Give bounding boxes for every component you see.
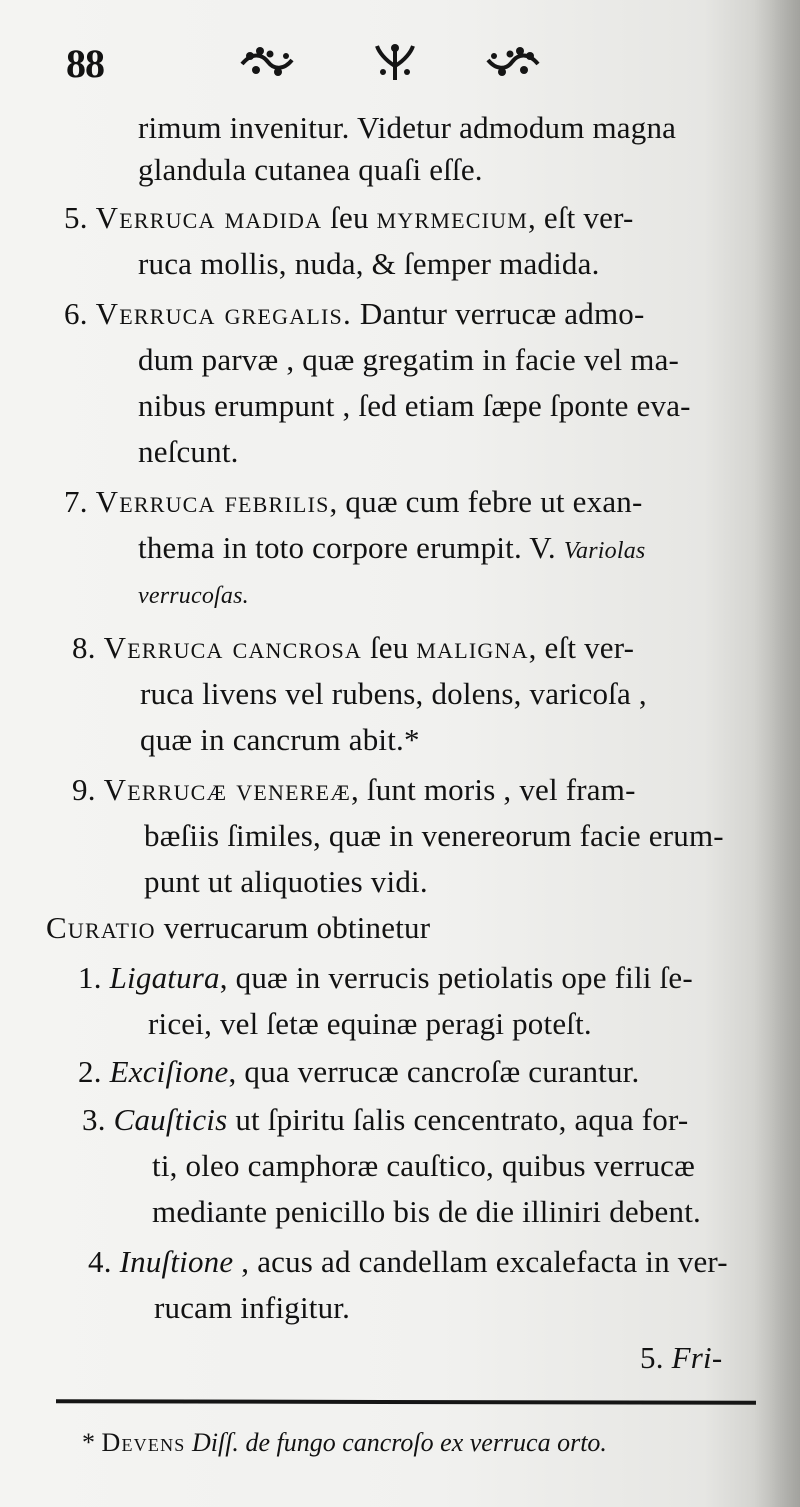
author-smallcaps: Devens <box>101 1428 186 1457</box>
text-span: ricei, vel ſetæ equinæ peragi poteſt. <box>148 1006 592 1041</box>
list-item-5 <box>64 200 634 236</box>
text-line <box>138 578 249 614</box>
item-number: 1. <box>78 960 102 995</box>
text-span: verrucarum obtinetur <box>155 910 431 945</box>
item-number: 6. <box>64 296 88 331</box>
italic-reference: Variolas <box>563 538 646 564</box>
text-span: glandula cutanea quaſi eſſe. <box>138 152 483 187</box>
cure-item-1 <box>78 960 693 996</box>
italic-term: Exciſione <box>109 1054 229 1089</box>
text-span: , eſt ver- <box>528 630 635 665</box>
italic-reference: Diſſ. <box>185 1428 239 1457</box>
text-line <box>138 152 483 188</box>
term-smallcaps: myrmecium <box>376 200 528 235</box>
text-span: , quæ cum febre ut exan- <box>329 484 643 519</box>
footnote-marker: * <box>82 1428 95 1457</box>
text-span: rucam infigitur. <box>154 1290 351 1325</box>
fleuron-center-icon <box>371 42 419 82</box>
footnote <box>82 1428 607 1458</box>
italic-reference: de fungo cancroſo ex verruca orto. <box>238 1428 607 1457</box>
text-span: ruca mollis, nuda, & ſemper madida. <box>138 246 600 281</box>
italic-term: Ligatura <box>109 960 220 995</box>
item-number: 2. <box>78 1054 102 1089</box>
text-line <box>138 388 691 424</box>
text-span: , quæ in verrucis petiolatis ope fili ſe- <box>219 960 693 995</box>
catchword <box>640 1340 722 1376</box>
text-span: mediante penicillo bis de die illiniri debent. <box>152 1194 701 1229</box>
item-number: 5. <box>640 1340 664 1375</box>
list-item-7 <box>64 484 643 520</box>
term-smallcaps: Verruca cancrosa <box>103 630 362 665</box>
text-line <box>144 818 724 854</box>
text-span: ti, oleo camphoræ cauſtico, quibus verrucæ <box>152 1148 696 1183</box>
text-span: ut ſpiritu ſalis cencentrato, aqua for- <box>227 1102 689 1137</box>
text-span: nibus erumpunt , ſed etiam ſæpe ſponte eva- <box>138 388 691 423</box>
text-line <box>152 1148 695 1184</box>
text-span: ruca livens vel rubens, dolens, varicoſa , <box>140 676 647 711</box>
term-smallcaps: Verruca madida <box>95 200 323 235</box>
item-number: 9. <box>72 772 96 807</box>
italic-reference: verrucoſas. <box>138 583 249 609</box>
text-line <box>140 722 420 758</box>
footnote-rule <box>56 1399 756 1404</box>
text-span: , ſunt moris , vel fram- <box>350 772 636 807</box>
text-line <box>138 246 600 282</box>
text-span: neſcunt. <box>138 434 239 469</box>
text-span: Dantur verrucæ admo- <box>351 296 645 331</box>
item-number: 4. <box>88 1244 112 1279</box>
text-span: bæſiis ſimiles, quæ in venereorum facie erum- <box>144 818 724 853</box>
item-number: 7. <box>64 484 88 519</box>
text-span: thema in toto corpore erumpit. V. <box>138 530 564 565</box>
term-smallcaps: Verruca febrilis <box>95 484 330 519</box>
text-span: , acus ad candellam excalefacta in ver- <box>233 1244 728 1279</box>
text-span: , qua verrucæ cancroſæ curantur. <box>228 1054 640 1089</box>
term-smallcaps: Verruca gregalis. <box>95 296 352 331</box>
text-span: ſeu <box>362 630 417 665</box>
list-item-9 <box>72 772 636 808</box>
term-smallcaps: maligna <box>416 630 529 665</box>
text-line <box>138 110 676 146</box>
text-line <box>144 864 428 900</box>
item-number: 3. <box>82 1102 106 1137</box>
text-line <box>138 434 239 470</box>
text-line <box>148 1006 592 1042</box>
text-line <box>138 342 679 378</box>
item-number: 5. <box>64 200 88 235</box>
list-item-6 <box>64 296 645 332</box>
text-line <box>138 530 645 569</box>
section-heading <box>46 910 430 946</box>
text-line <box>154 1290 350 1326</box>
term-smallcaps: Curatio <box>46 910 156 945</box>
cure-item-3 <box>82 1102 688 1138</box>
text-line <box>152 1194 701 1230</box>
italic-term: Inuſtione <box>119 1244 234 1279</box>
list-item-8 <box>72 630 634 666</box>
text-span: quæ in cancrum abit.* <box>140 722 420 757</box>
page-number: 88 <box>66 41 104 86</box>
text-span: dum parvæ , quæ gregatim in facie vel ma- <box>138 342 680 377</box>
text-line <box>140 676 647 712</box>
italic-term: Fri- <box>671 1340 723 1375</box>
text-span: , eſt ver- <box>527 200 634 235</box>
item-number: 8. <box>72 630 96 665</box>
text-span: rimum invenitur. Videtur admodum magna <box>138 110 677 145</box>
fleuron-left-icon <box>238 42 296 82</box>
cure-item-4 <box>88 1244 728 1280</box>
cure-item-2 <box>78 1054 639 1090</box>
text-span: punt ut aliquoties vidi. <box>144 864 428 899</box>
term-smallcaps: Verrucæ venereæ <box>103 772 351 807</box>
fleuron-right-icon <box>484 42 542 82</box>
italic-term: Cauſticis <box>113 1102 228 1137</box>
text-span: ſeu <box>322 200 377 235</box>
